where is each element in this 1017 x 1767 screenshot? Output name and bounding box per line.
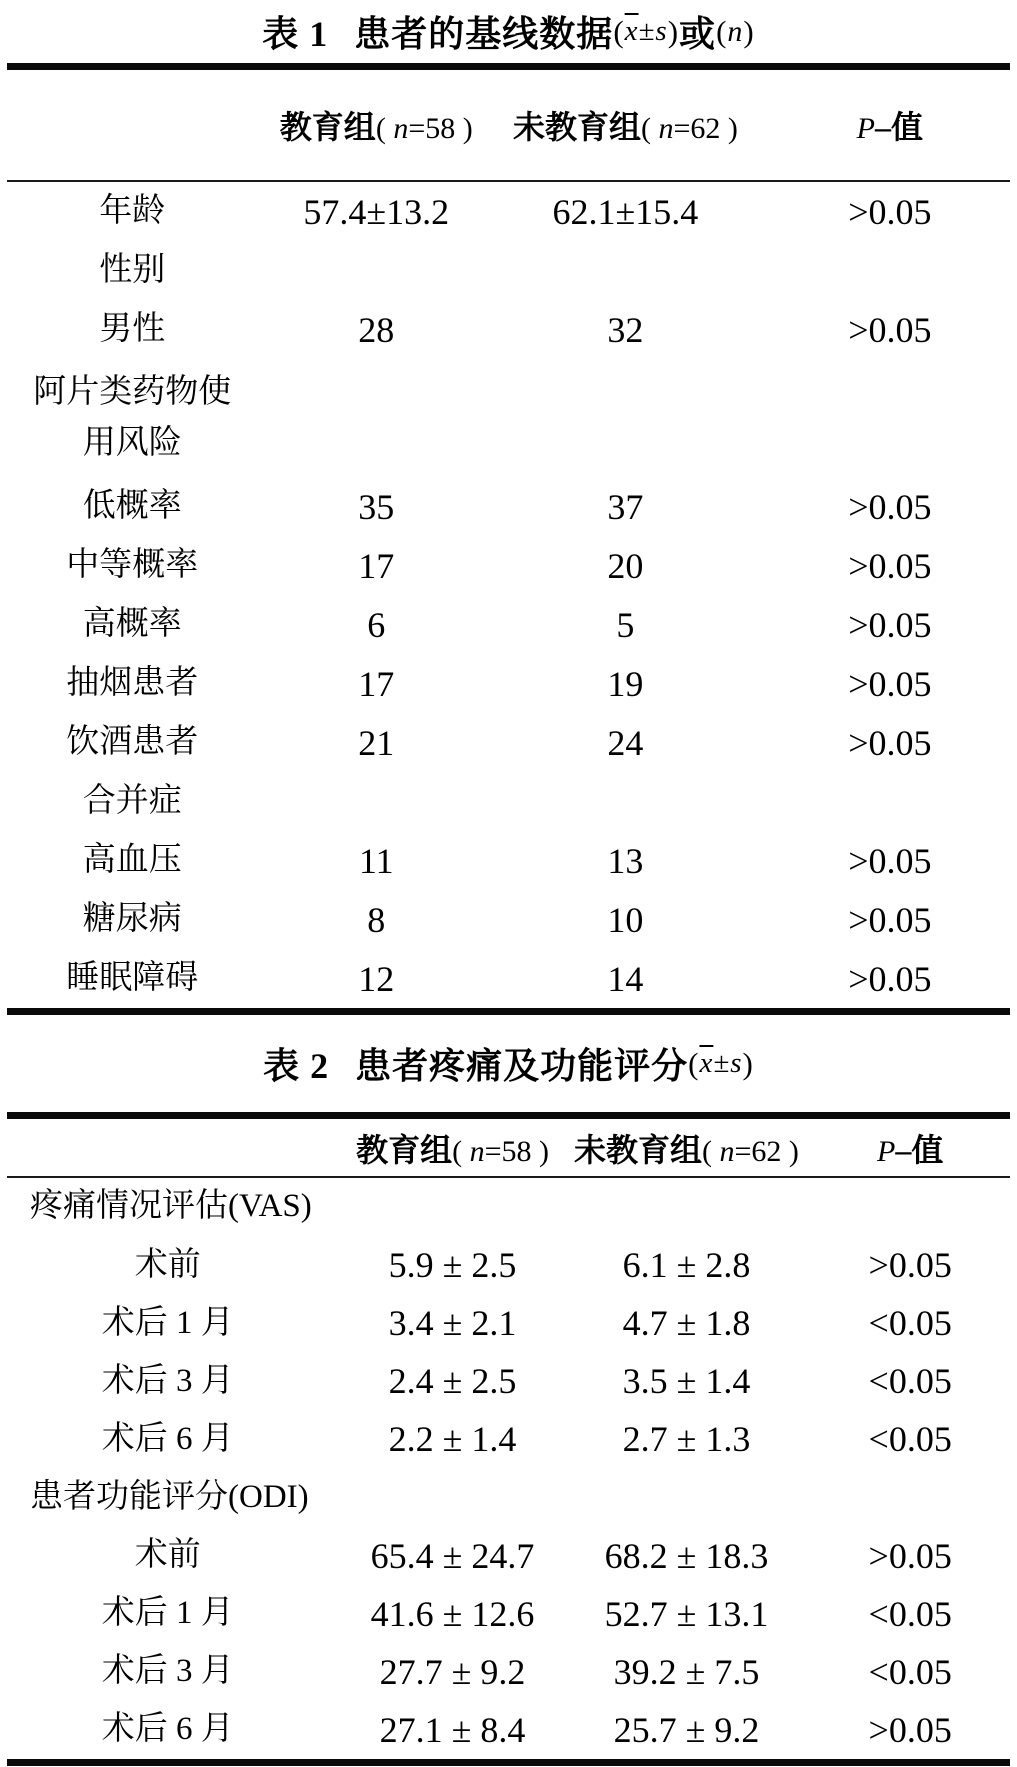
n-symbol: n xyxy=(658,112,674,145)
cell-education-group: 12 xyxy=(358,958,395,999)
row-label: 术后 3 月 xyxy=(101,1362,234,1399)
cell-p-value: >0.05 xyxy=(848,840,932,881)
table-row xyxy=(0,1701,1017,1759)
cell-p-value: >0.05 xyxy=(848,486,932,527)
xbar-symbol: $\overline{x}$ xyxy=(699,1047,714,1079)
cell-education-group: 28 xyxy=(358,309,395,350)
open-paren: ( xyxy=(688,1045,700,1081)
row-label: 疼痛情况评估(VAS) xyxy=(30,1188,312,1225)
cell-p-value: >0.05 xyxy=(848,958,932,999)
cell-education-group: 17 xyxy=(358,663,395,704)
table-1-top-rule xyxy=(7,63,1010,70)
cell-education-group: 35 xyxy=(358,486,395,527)
table-1-title-text: 患者的基线数据 xyxy=(354,14,614,54)
or-text: 或 xyxy=(679,14,717,54)
table-row xyxy=(0,477,1017,536)
open-paren: ( xyxy=(702,1134,720,1168)
cell-p-value: <0.05 xyxy=(868,1593,952,1634)
cell-education-group: 11 xyxy=(358,840,394,881)
column-header-noneducation-group xyxy=(488,102,763,148)
row-label: 术后 6 月 xyxy=(101,1420,234,1457)
cell-p-value: >0.05 xyxy=(848,309,932,350)
cell-education-group: 27.1 ± 8.4 xyxy=(379,1709,526,1750)
sample-size: =58 ) xyxy=(408,112,473,145)
cell-education-group: 6 xyxy=(367,604,386,645)
p-value-label: –值 xyxy=(895,1131,944,1168)
open-paren: ( xyxy=(613,13,625,49)
cell-education-group: 27.7 ± 9.2 xyxy=(379,1651,526,1692)
cell-noneducation-group: 5 xyxy=(616,604,635,645)
close-paren: ) xyxy=(743,13,755,49)
cell-p-value: <0.05 xyxy=(868,1303,952,1344)
cell-noneducation-group: 37 xyxy=(607,486,644,527)
table-1-title xyxy=(0,0,1017,63)
table-2-body xyxy=(0,1178,1017,1759)
cell-noneducation-group: 25.7 ± 9.2 xyxy=(613,1709,760,1750)
cell-noneducation-group: 68.2 ± 18.3 xyxy=(604,1535,769,1576)
table-1-body xyxy=(0,182,1017,1008)
table-row xyxy=(0,182,1017,241)
cell-noneducation-group: 20 xyxy=(607,545,644,586)
cell-education-group: 2.4 ± 2.5 xyxy=(388,1361,517,1402)
cell-p-value: >0.05 xyxy=(868,1535,952,1576)
table-row xyxy=(0,359,1017,477)
cell-education-group: 2.2 ± 1.4 xyxy=(388,1419,517,1460)
table-row xyxy=(0,831,1017,890)
cell-noneducation-group: 14 xyxy=(607,958,644,999)
row-label: 抽烟患者 xyxy=(66,664,199,701)
cell-p-value: >0.05 xyxy=(848,545,932,586)
column-header-education-group xyxy=(264,102,488,148)
cell-p-value: >0.05 xyxy=(848,604,932,645)
cell-noneducation-group: 19 xyxy=(607,663,644,704)
column-header-noneducation-group xyxy=(570,1125,804,1171)
open-paren: ( xyxy=(640,112,659,145)
table-2 xyxy=(0,1015,1017,1766)
cell-p-value: >0.05 xyxy=(848,663,932,704)
cell-p-value: <0.05 xyxy=(868,1419,952,1460)
row-label: 阿片类药物使 用风险 xyxy=(33,373,232,461)
table-row xyxy=(0,890,1017,949)
group-name: 未教育组 xyxy=(574,1131,703,1168)
cell-noneducation-group: 3.5 ± 1.4 xyxy=(622,1361,751,1402)
row-label: 合并症 xyxy=(82,782,182,819)
table-row xyxy=(0,1643,1017,1701)
xbar-symbol: $\overline{x}$ xyxy=(624,15,639,47)
column-header-p-value xyxy=(803,1125,1017,1171)
table-row xyxy=(0,772,1017,831)
table-row xyxy=(0,1585,1017,1643)
table-2-number: 表 2 xyxy=(263,1046,330,1086)
row-label: 患者功能评分(ODI) xyxy=(30,1478,309,1515)
cell-noneducation-group: 2.7 ± 1.3 xyxy=(622,1419,751,1460)
table-row xyxy=(0,300,1017,359)
cell-education-group: 21 xyxy=(358,722,395,763)
table-row xyxy=(0,1468,1017,1526)
row-label: 性别 xyxy=(99,251,166,288)
cell-p-value: >0.05 xyxy=(848,191,932,232)
cell-p-value: >0.05 xyxy=(848,899,932,940)
sample-size: =62 ) xyxy=(673,112,738,145)
cell-education-group: 41.6 ± 12.6 xyxy=(370,1593,535,1634)
cell-noneducation-group: 62.1±15.4 xyxy=(552,191,699,232)
table-row xyxy=(0,713,1017,772)
row-label: 术后 6 月 xyxy=(101,1711,234,1748)
cell-p-value: >0.05 xyxy=(848,722,932,763)
cell-p-value: <0.05 xyxy=(868,1651,952,1692)
open-paren: ( xyxy=(375,112,394,145)
table-row xyxy=(0,1236,1017,1294)
row-label: 高概率 xyxy=(82,605,182,642)
table-row xyxy=(0,241,1017,300)
sample-size: =62 ) xyxy=(734,1134,799,1168)
column-header-education-group xyxy=(336,1125,570,1171)
cell-p-value: >0.05 xyxy=(868,1709,952,1750)
cell-noneducation-group: 24 xyxy=(607,722,644,763)
row-label: 低概率 xyxy=(82,487,182,524)
cell-noneducation-group: 32 xyxy=(607,309,644,350)
p-symbol: P xyxy=(877,1134,896,1168)
row-label: 术前 xyxy=(134,1537,201,1574)
cell-education-group: 57.4±13.2 xyxy=(303,191,450,232)
table-row xyxy=(0,1178,1017,1236)
open-paren: ( xyxy=(452,1134,470,1168)
table-2-top-rule xyxy=(7,1112,1010,1119)
cell-noneducation-group: 39.2 ± 7.5 xyxy=(613,1651,760,1692)
cell-noneducation-group: 13 xyxy=(607,840,644,881)
cell-p-value: <0.05 xyxy=(868,1361,952,1402)
table-row xyxy=(0,1527,1017,1585)
close-paren: ) xyxy=(742,1045,754,1081)
cell-noneducation-group: 52.7 ± 13.1 xyxy=(604,1593,769,1634)
table-row xyxy=(0,949,1017,1008)
cell-noneducation-group: 4.7 ± 1.8 xyxy=(622,1303,751,1344)
row-label: 男性 xyxy=(99,310,166,347)
column-header-p-value xyxy=(763,102,1017,148)
row-label: 高血压 xyxy=(82,841,182,878)
table-2-header-row xyxy=(0,1119,1017,1176)
table-2-title-text: 患者疼痛及功能评分 xyxy=(355,1046,689,1086)
p-symbol: P xyxy=(856,112,875,145)
n-symbol: n xyxy=(469,1134,485,1168)
cell-noneducation-group: 10 xyxy=(607,899,644,940)
cell-education-group: 3.4 ± 2.1 xyxy=(388,1303,517,1344)
row-label: 术前 xyxy=(134,1246,201,1283)
cell-education-group: 8 xyxy=(367,899,386,940)
table-1-header-row xyxy=(0,70,1017,180)
table-1-number: 表 1 xyxy=(262,14,329,54)
group-name: 教育组 xyxy=(279,109,376,145)
row-label: 睡眠障碍 xyxy=(66,959,199,996)
row-label: 术后 3 月 xyxy=(101,1653,234,1690)
close-paren: ) xyxy=(667,13,680,49)
row-label: 术后 1 月 xyxy=(101,1595,234,1632)
cell-education-group: 5.9 ± 2.5 xyxy=(388,1245,517,1286)
cell-education-group: 17 xyxy=(358,545,395,586)
open-paren: ( xyxy=(716,13,728,49)
cell-p-value: >0.05 xyxy=(868,1245,952,1286)
n-symbol: n xyxy=(393,112,409,145)
plusminus-s-symbol: ±s xyxy=(713,1047,743,1079)
table-row xyxy=(0,595,1017,654)
plusminus-s-symbol: ±s xyxy=(638,15,668,47)
row-label: 术后 1 月 xyxy=(101,1304,234,1341)
table-2-bottom-rule xyxy=(7,1759,1010,1766)
table-row xyxy=(0,1352,1017,1410)
table-row xyxy=(0,1294,1017,1352)
group-name: 教育组 xyxy=(356,1131,453,1168)
sample-size: =58 ) xyxy=(484,1134,550,1168)
n-symbol: n xyxy=(719,1134,735,1168)
row-label: 中等概率 xyxy=(66,546,199,583)
row-label: 饮酒患者 xyxy=(66,723,199,760)
row-label: 糖尿病 xyxy=(82,900,182,937)
table-row xyxy=(0,1410,1017,1468)
group-name: 未教育组 xyxy=(512,109,641,145)
row-label: 年龄 xyxy=(99,192,166,229)
p-value-label: –值 xyxy=(875,109,924,145)
table-2-title xyxy=(0,1015,1017,1112)
table-row xyxy=(0,654,1017,713)
table-row xyxy=(0,536,1017,595)
table-1-bottom-rule xyxy=(7,1008,1010,1015)
cell-education-group: 65.4 ± 24.7 xyxy=(370,1535,535,1576)
n-symbol: n xyxy=(727,14,744,48)
cell-noneducation-group: 6.1 ± 2.8 xyxy=(622,1245,751,1286)
